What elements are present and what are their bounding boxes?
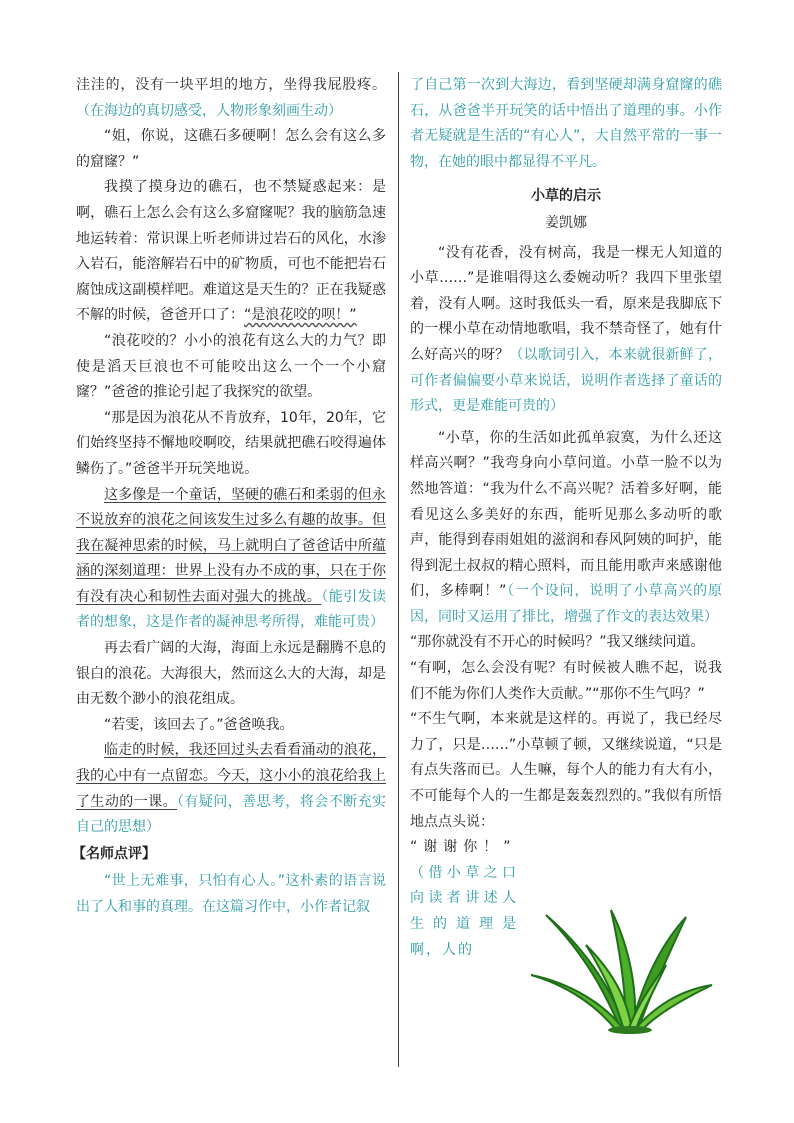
right-column — [410, 73, 722, 963]
left-paragraph-6 — [76, 483, 386, 637]
section-heading: 【名师点评】 — [72, 845, 156, 862]
left-paragraph-1 — [76, 73, 386, 124]
right-paragraph-4: “那你就没有不开心的时候吗？”我又继续问道。 — [410, 634, 705, 651]
right-paragraph-2 — [410, 241, 722, 420]
left-paragraph-9 — [76, 738, 386, 840]
comment: （有疑问，善思考，将会不断充实自己的思想） — [76, 793, 386, 836]
text: “小草，你的生活如此孤单寂寞，为什么还这样高兴啊？”我弯身向小草问道。小草一脸不以为然地答道：“我为什么不高兴呢？活着多好啊，能看见这么多美好的东西，能听见那么多动听的歌声，能得到春雨姐姐的滋润和春风阿姨的呵护，能得到泥土叔叔的精心照料，而且能用歌声来感谢他们，多棒啊！” — [410, 429, 722, 600]
comment: （能引发读者的想象，这是作者的凝神思考所得，难能可贵） — [76, 588, 387, 631]
right-paragraph-8-comment: （借小草之口向读者讲述人生的道理是啊，人的 — [410, 864, 518, 958]
underlined-text: 临走的时候，我还回过头去看看涌动的浪花，我的心中有一点留恋。今天，这小小的浪花给我上了生动的一课。 — [76, 742, 386, 810]
underlined-text: 这多像是一个童话，坚硬的礁石和柔弱的但永不说放弃的浪花之间该发生过多么有趣的故事。但我在凝神思索的时候，马上就明白了爸爸话中所蕴涵的深刻道理：世界上没有办不成的事，只在于你有没有决心和韧性去面对强大的挑战。 — [76, 486, 386, 605]
grass-illustration — [526, 905, 716, 1035]
right-paragraph-6: “不生气啊，本来就是这样的。再说了，我已经尽力了，只是……”小草顿了顿，又继续说道，“只是有点失落而已。人生嘛，每个人的能力有大有小，不可能每个人的一生都是轰轰烈烈的。”我似有所悟地点点头说： — [410, 711, 722, 830]
article-title: 小草的启示 — [531, 188, 601, 205]
left-paragraph-7: 再去看广阔的大海，海面上永远是翻腾不息的银白的浪花。大海很大，然而这么大的大海，却是由无数个渺小的浪花组成。 — [76, 640, 386, 708]
text: “没有花香，没有树高，我是一棵无人知道的小草……”是谁唱得这么委婉动听？我四下里张望着，没有人啊。这时我低头一看，原来是我脚底下的一棵小草在动情地歌唱，我不禁奇怪了，她有什么好高兴的呀？ — [410, 244, 722, 363]
comment: （以歌词引入，本来就很新鲜了，可作者偏偏要小草来说话，说明作者选择了童话的形式，更是难能可贵的） — [410, 346, 723, 415]
text: 洼洼的，没有一块平坦的地方，坐得我屁股疼。 — [76, 77, 386, 93]
right-paragraph-5: “有啊，怎么会没有呢？有时候被人瞧不起，说我们不能为你们人类作大贡献。”“那你不生气吗？” — [410, 660, 722, 702]
comment: （在海边的真切感受，人物形象刻画生动） — [76, 102, 342, 119]
grass-blades — [531, 910, 712, 1034]
left-paragraph-5: “那是因为浪花从不肯放弃，10年，20年，它们始终坚持不懈地咬啊咬，结果就把礁石咬得遍体鳞伤了。”爸爸半开玩笑地说。 — [76, 409, 386, 477]
comment: （一个设问，说明了小草高兴的原因，同时又运用了排比，增强了作文的表达效果） — [410, 583, 722, 625]
article-author: 姜凯娜 — [545, 214, 587, 231]
left-column — [72, 73, 387, 921]
left-paragraph-3 — [76, 175, 386, 329]
teacher-review: “世上无难事，只怕有心人。”这朴素的语言说出了人和事的真理。在这篇习作中，小作者记叙 — [76, 873, 386, 915]
right-paragraph-7: “谢谢你！” — [410, 839, 517, 856]
left-paragraph-2: “姐，你说，这礁石多硬啊！怎么会有这么多的窟窿？” — [76, 128, 386, 170]
text: 我摸了摸身边的礁石，也不禁疑惑起来：是啊，礁石上怎么会有这么多窟窿呢？我的脑筋急速地运转着：常识课上听老师讲过岩石的风化，水渗入岩石，能溶解岩石中的矿物质，可也不能把岩石腐蚀成这副模样吧。难道这是天生的？正在我疑惑不解的时候，爸爸开口了： — [76, 179, 386, 324]
wavy-underlined-quote: “是浪花咬的呗！” — [244, 307, 357, 324]
teacher-review-continued: 了自己第一次到大海边，看到坚硬却满身窟窿的礁石，从爸爸半开玩笑的话中悟出了道理的事。小作者无疑就是生活的“有心人”，大自然平常的一事一物，在她的眼中都显得不平凡。 — [410, 77, 722, 170]
left-paragraph-8: “若雯，该回去了。”爸爸唤我。 — [104, 716, 294, 733]
right-paragraph-3 — [410, 426, 722, 631]
left-paragraph-4: “浪花咬的？小小的浪花有这么大的力气？即使是滔天巨浪也不可能咬出这么一个一个小窟窿？”爸爸的推论引起了我探究的欲望。 — [76, 332, 386, 401]
column-divider — [398, 72, 399, 1067]
